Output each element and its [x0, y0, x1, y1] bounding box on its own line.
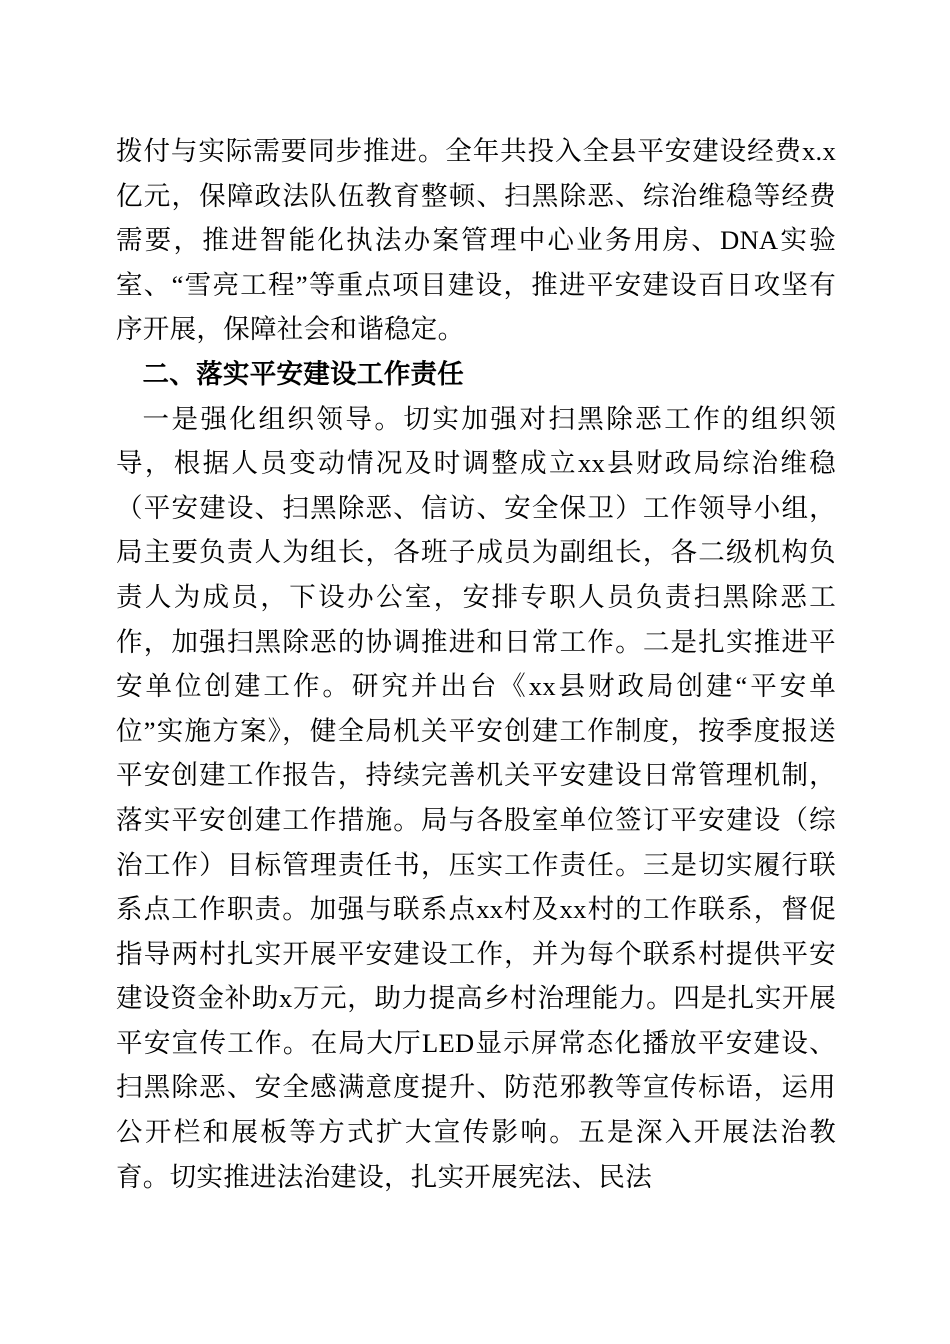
section-heading: 二、落实平安建设工作责任 — [142, 358, 465, 389]
body-paragraph-continued: 拨付与实际需要同步推进。全年共投入全县平安建设经费x.x亿元，保障政法队伍教育整顿、扫黑除恶、综治维稳等经费需要，推进智能化执法办案管理中心业务用房、DNA实验室、“雪亮工程”等重点项目建设，推进平安建设百日攻坚有序开展，保障社会和谐稳定。 — [116, 136, 836, 345]
body-paragraph: 一是强化组织领导。切实加强对扫黑除恶工作的组织领导，根据人员变动情况及时调整成立xx县财政局综治维稳（平安建设、扫黑除恶、信访、安全保卫）工作领导小组，局主要负责人为组长，各班子成员为副组长，各二级机构负责人为成员，下设办公室，安排专职人员负责扫黑除恶工作，加强扫黑除恶的协调推进和日常工作。二是扎实推进平安单位创建工作。研究并出台《xx县财政局创建“平安单位”实施方案》，健全局机关平安创建工作制度，按季度报送平安创建工作报告，持续完善机关平安建设日常管理机制，落实平安创建工作措施。局与各股室单位签订平安建设（综治工作）目标管理责任书，压实工作责任。三是切实履行联系点工作职责。加强与联系点xx村及xx村的工作联系，督促指导两村扎实开展平安建设工作，并为每个联系村提供平安建设资金补助x万元，助力提高乡村治理能力。四是扎实开展平安宣传工作。在局大厅LED显示屏常态化播放平安建设、扫黑除恶、安全感满意度提升、防范邪教等宣传标语，运用公开栏和展板等方式扩大宣传影响。五是深入开展法治教育。切实推进法治建设，扎实开展宪法、民法 — [116, 403, 836, 1192]
